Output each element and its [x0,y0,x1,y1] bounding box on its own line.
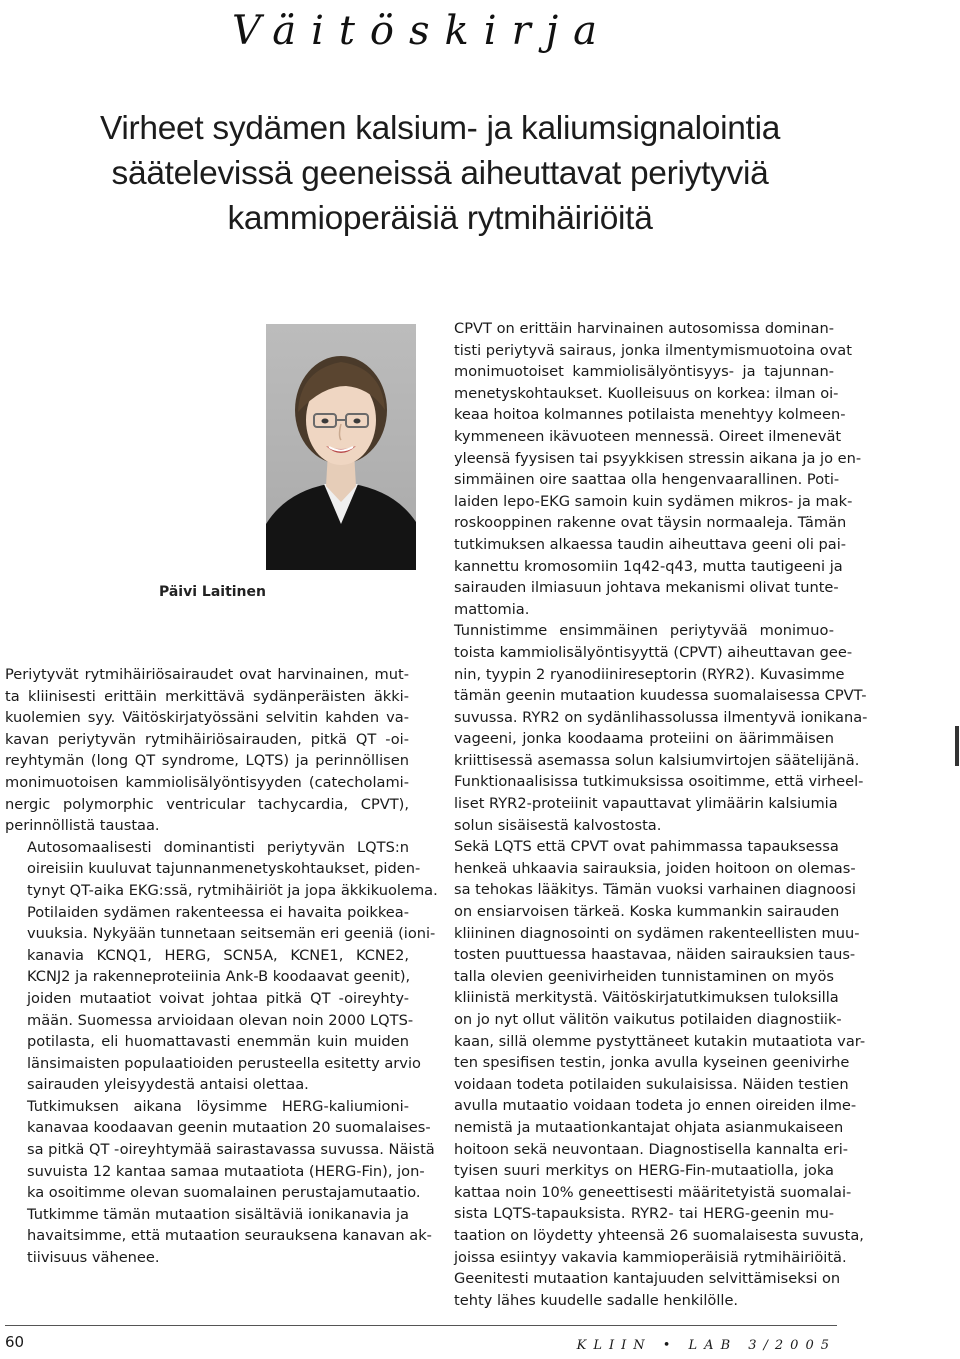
author-caption: Päivi Laitinen [158,584,266,600]
text-line: laiden lepo-EKG samoin kuin sydämen mikros- ja mak- [454,492,853,510]
text-line: kanavia KCNQ1, HERG, SCN5A, KCNE1, KCNE2, [27,946,409,964]
page-number: 60 [5,1333,25,1351]
paragraph [5,664,409,837]
text-line: joiden mutaatiot voivat johtaa pitkä QT -oireyhty- [27,989,409,1007]
text-line: Tunnistimme ensimmäinen periytyvää monimuo- [454,622,834,640]
text-line: sairauden yleisyydestä antaisi olettaa. [27,1076,309,1094]
text-line: tiivisuus vähenee. [27,1249,160,1267]
text-line: Autosomaalisesti dominantisti periytyvän LQTS:n [27,838,409,856]
text-line: kuolemien syy. Väitöskirjatyössäni selvitin kahden va- [5,709,409,727]
author-portrait [266,324,416,570]
text-line: on ensiarvoisen tärkeä. Koska kummankin sairauden [454,903,840,921]
text-line: kaan, sillä olemme pystyttäneet kutakin mutaatiota var- [454,1032,866,1050]
article-title-line: säätelevissä geeneissä aiheuttavat periytyviä [111,155,769,192]
text-line: tisti periytyvä sairaus, jonka ilmentymismuotoina ovat [454,341,852,359]
text-line: kanavaa koodaavan geenin mutaation 20 suomalaises- [27,1119,431,1137]
article-title [40,106,840,241]
text-line: Potilaiden sydämen rakenteessa ei havaita poikkea- [27,903,409,921]
text-line: nemistä ja mutaationkantajat ohjata asianmukaiseen [454,1118,844,1136]
text-line: mään. Suomessa arvioidaan olevan noin 2000 LQTS- [27,1011,414,1029]
text-line: hoitoon sekä neuvontaan. Diagnostisella kannalta eri- [454,1140,849,1158]
paragraph [5,837,438,1096]
text-line: kliininen diagnosointi on sydämen rakenteellisten muu- [454,924,860,942]
paragraph [5,1096,435,1269]
author-portrait-illustration [266,324,416,570]
text-line: voidaan todeta potilaiden sukulaisissa. Näiden testien [454,1075,849,1093]
text-line: mattomia. [454,600,530,618]
text-line: tynyt QT-aika EKG:ssä, rytmihäiriöt ja jopa äkkikuolema. [27,881,438,899]
left-column [5,664,438,1269]
text-line: länsimaisten populaatioiden perusteella esitetty arvio [27,1054,421,1072]
text-line: talla olevien geenivirheiden tunnistaminen on myös [454,967,834,985]
text-line: Tutkimme tämän mutaation sisältäviä ionikanavia ja [27,1205,409,1223]
text-line: liset RYR2-proteiinit vapauttavat ylimäärin kalsiumia [454,795,838,813]
text-line: KCNJ2 ja rakenneproteiinia Ank-B koodaavat geenit), [27,968,411,986]
article-title-line: Virheet sydämen kalsium- ja kaliumsignalointia [99,110,781,147]
text-line: tosten puuttuessa haastavaa, näiden sairauksien taus- [454,946,856,964]
text-line: kymmeneen ikävuoteen mennessä. Oireet ilmenevät [454,427,842,445]
text-line: Tutkimuksen aikana löysimme HERG-kaliumioni- [27,1097,409,1115]
text-line: ten spesifisen testin, jonka avulla kyseinen geenivirhe [454,1054,850,1072]
text-line: kannettu kromosomiin 1q42-q43, mutta tautigeeni ja [454,557,843,575]
text-line: kavan periytyvän rytmihäiriösairauden, pitkä QT -oi- [5,730,409,748]
text-line: ka osoitimme olevan suomalainen perustajamutaatio. [27,1184,421,1202]
text-line: tämän geenin mutaation kuudessa suomalaisessa CPVT- [454,687,867,705]
text-line: monimuotoiset kammiolisälyöntisyys- ja tajunnan- [454,363,834,381]
text-line: taation on löydetty yhteensä 26 suomalaisesta suvusta, [454,1226,864,1244]
text-line: sa tehokas lääkitys. Tämän vuoksi varhainen diagnoosi [454,881,856,899]
paragraph [432,620,868,836]
text-line: monimuotoisen kammiolisälyöntisyyden (catecholami- [5,773,409,791]
text-line: joissa esiintyy vakavia kammioperäisiä rytmihäiriöitä. [454,1248,847,1266]
article-title-line: kammioperäisiä rytmihäiriöitä [227,200,653,237]
text-line: oireisiin kuuluvat tajunnanmenetyskohtaukset, piden- [27,860,421,878]
text-line: tehty lähes kuudelle sadalle henkilölle. [454,1291,739,1309]
text-line: vuuksia. Nykyään tunnetaan seitsemän eri geeniä (ioni- [27,925,436,943]
text-line: ta kliinisesti erittäin merkittävä sydänperäisten äkki- [5,687,409,705]
text-line: toista kammiolisälyöntisyyttä (CPVT) aiheuttavan gee- [454,643,853,661]
text-line: CPVT on erittäin harvinainen autosomissa dominan- [454,320,834,337]
text-line: keaa hoitoa kolmannes potilaista menehtyy kolmeen- [454,406,846,424]
text-line: sairauden ilmiasuun johtava mekanismi olivat tunte- [454,579,839,597]
text-line: vageeni, jonka koodaama proteiini on äärimmäisen [454,730,834,748]
footer-rule [5,1325,837,1326]
text-line: sa pitkä QT -oireyhtymää sairastavassa suvussa. Näistä [27,1141,435,1159]
text-line: on jo nyt ollut välitön vaikutus potilaiden diagnostiik- [454,1011,842,1028]
text-line: nin, tyypin 2 ryanodiinireseptorin (RYR2). Kuvasimme [454,665,845,683]
text-line: suvussa. RYR2 on sydänlihassolussa ilmentyvä ionikana- [454,708,868,726]
text-line: kriittisessä asemassa solun kalsiumvirtojen säätelijänä. [454,751,860,769]
text-line: Funktionaalisissa tutkimuksissa osoitimme, että virheel- [454,773,864,791]
text-line: potilasta, eli huomattavasti enemmän kuin muiden [27,1033,409,1051]
text-line: Sekä LQTS että CPVT ovat pahimmassa tapauksessa [454,838,839,856]
text-line: henkeä uhkaavia sairauksia, joiden hoitoon on olemas- [454,859,856,877]
text-line: Periytyvät rytmihäiriösairaudet ovat harvinainen, mut- [5,666,409,683]
text-line: kattaa noin 10% geneettisesti määritetyistä suomalai- [454,1183,852,1201]
text-line: sista LQTS-tapauksista. RYR2- tai HERG-geenin mu- [454,1205,834,1223]
text-line: Geenitesti mutaation kantajuuden selvittämiseksi on [454,1270,841,1288]
paragraph [432,318,862,620]
paragraph [432,836,866,1311]
text-line: suvuista 12 kantaa samaa mutaatiota (HERG-Fin), jon- [27,1162,425,1180]
page-edge-mark [955,726,959,766]
right-column [432,318,868,1311]
journal-name: KLIIN • LAB 3/2005 [576,1338,836,1353]
text-line: tutkimuksen alkaessa taudin aiheuttava geeni oli pai- [454,535,847,553]
text-line: kliinistä merkitystä. Väitöskirjatutkimuksen tuloksilla [454,989,839,1007]
section-title: Väitöskirja [232,8,612,54]
text-line: perinnöllistä taustaa. [5,817,160,835]
text-line: reyhtymän (long QT syndrome, LQTS) ja perinnöllisen [5,752,409,770]
text-line: havaitsimme, että mutaation seurauksena kanavan ak- [27,1227,432,1245]
text-line: avulla mutaatio voidaan todeta jo ennen oireiden ilme- [454,1097,857,1115]
text-line: simmäinen oire saattaa olla hengenvaarallinen. Poti- [454,471,840,489]
text-line: nergic polymorphic ventricular tachycardia, CPVT), [5,795,409,813]
text-line: menetyskohtaukset. Kuolleisuus on korkea: ilman oi- [454,384,839,402]
text-line: yleensä fyysisen tai psyykkisen stressin aikana ja jo en- [454,449,862,467]
text-line: roskooppinen rakenne ovat täysin normaaleja. Tämän [454,514,847,532]
text-line: tyisen suuri merkitys on HERG-Fin-mutaatiolla, joka [454,1162,834,1180]
text-line: solun sisäisestä kalvostosta. [454,816,662,834]
